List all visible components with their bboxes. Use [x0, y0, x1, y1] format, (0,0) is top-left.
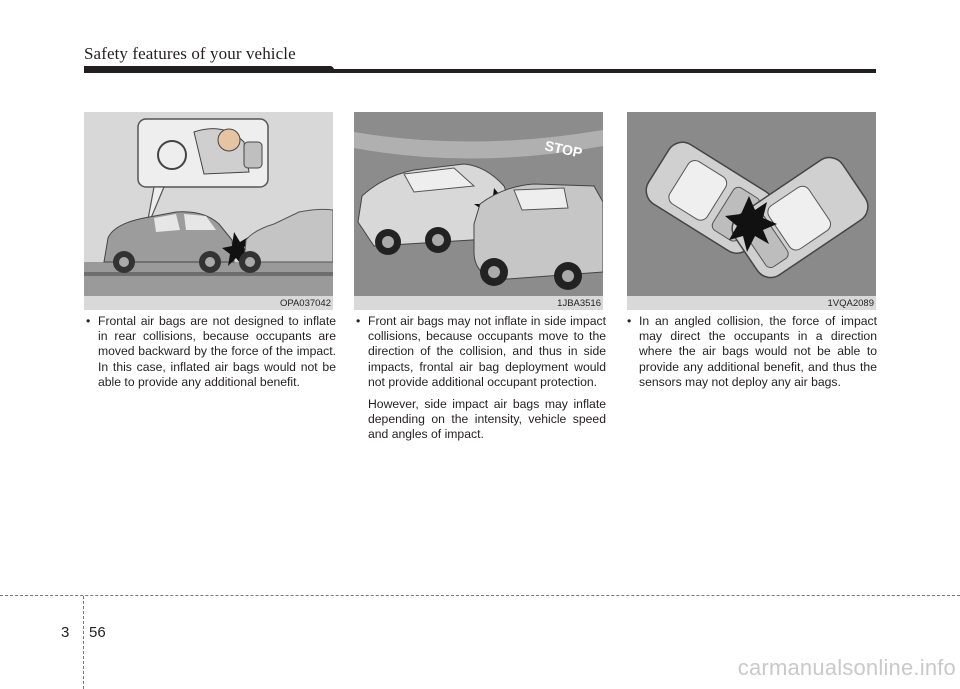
header-rule-tab: [84, 66, 334, 73]
footer-divider: [0, 595, 960, 596]
side-impact-illustration: [354, 112, 603, 310]
bullet-item: [86, 314, 336, 390]
bullet-item: [627, 314, 877, 390]
bullet-dot: •: [86, 314, 91, 328]
watermark-text: carmanualsonline.info: [737, 655, 956, 680]
bullet-dot: •: [356, 314, 361, 328]
figure-label-bar: [84, 296, 333, 310]
figure-code: 1JBA3516: [557, 298, 601, 309]
rear-collision-illustration: [84, 112, 333, 310]
column-rear-collision: [86, 314, 336, 390]
bullet-text: Front air bags may not inflate in side impact collisions, because occupants move to the direction of the collision, and thus in side impacts, frontal air bag deployment would not provide additional occupant protection.: [368, 314, 606, 389]
bullet-dot: •: [627, 314, 632, 328]
svg-text:STOP: STOP: [543, 137, 584, 161]
figure-rear-collision: [84, 112, 333, 310]
angled-collision-illustration: [627, 112, 876, 310]
page-header-title: Safety features of your vehicle: [84, 44, 296, 63]
figure-code: OPA037042: [279, 298, 331, 309]
figure-angled-collision: [627, 112, 876, 310]
chapter-number: 3: [61, 624, 70, 641]
figure-side-impact: [354, 112, 603, 310]
footer-vertical-divider: [83, 596, 84, 689]
paragraph-side-airbags: However, side impact air bags may inflate depending on the intensity, vehicle speed and angles of impact.: [368, 397, 606, 442]
column-angled-collision: [627, 314, 877, 390]
bullet-item: [356, 314, 606, 390]
bullet-text: In an angled collision, the force of impact may direct the occupants in a direction where the air bags would not be able to provide any additional benefit, and thus the sensors may not deploy any air bags.: [639, 314, 877, 389]
column-side-impact: [356, 314, 606, 443]
figure-label-bar: [354, 296, 603, 310]
bullet-text: Frontal air bags are not designed to inflate in rear collisions, because occupants are moved backward by the force of the impact. In this case, inflated air bags would not be able to provide any additional benefit.: [98, 314, 336, 389]
figure-label-bar: [627, 296, 876, 310]
figure-code: 1VQA2089: [827, 298, 874, 309]
page-number: 56: [89, 624, 106, 641]
